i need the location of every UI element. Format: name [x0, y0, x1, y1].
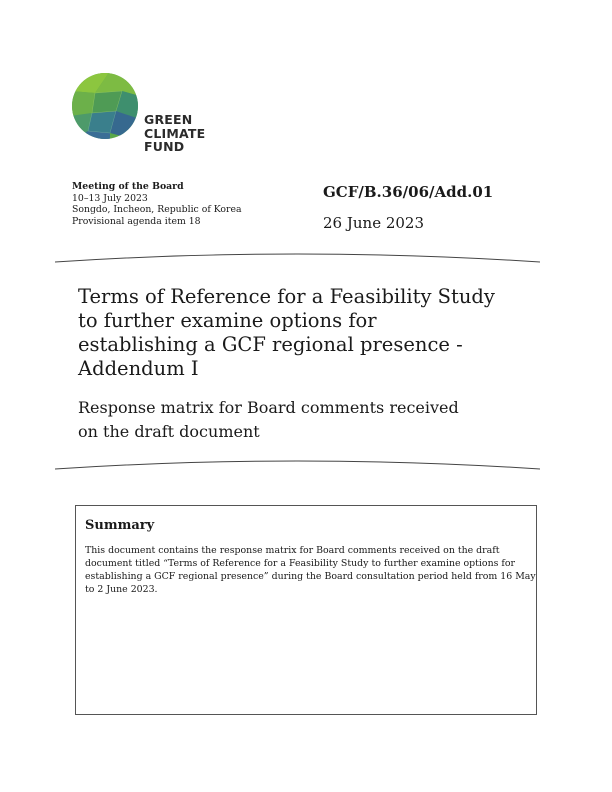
- meeting-label: Meeting of the Board: [72, 181, 184, 192]
- document-code: GCF/B.36/06/Add.01: [323, 183, 494, 201]
- summary-heading: Summary: [85, 518, 155, 533]
- logo-wordmark: [144, 113, 205, 154]
- meeting-location: Songdo, Incheon, Republic of Korea: [72, 204, 242, 215]
- document-date: 26 June 2023: [323, 214, 425, 232]
- summary-line: to 2 June 2023.: [85, 584, 158, 595]
- summary-body: [85, 544, 536, 596]
- logo-line-climate: CLIMATE: [144, 125, 206, 141]
- summary-line: This document contains the response matrix for Board comments received on the draft: [85, 545, 500, 556]
- summary-box: [75, 505, 537, 715]
- title-line: to further examine options for: [78, 309, 377, 332]
- document-subtitle: [78, 396, 518, 444]
- subtitle-line: on the draft document: [78, 422, 260, 441]
- meeting-info: [72, 181, 242, 227]
- meeting-agenda-item: Provisional agenda item 18: [72, 215, 201, 227]
- title-line: Addendum I: [78, 357, 199, 380]
- top-divider: [55, 250, 540, 264]
- title-line: establishing a GCF regional presence -: [78, 333, 463, 356]
- green-climate-fund-logo-icon: [70, 71, 140, 141]
- logo-line-fund: FUND: [144, 139, 185, 154]
- bottom-divider: [55, 457, 540, 471]
- summary-line: document titled “Terms of Reference for a Feasibility Study to further examine options for: [85, 558, 515, 569]
- document-title: [78, 285, 518, 381]
- meeting-dates: 10–13 July 2023: [72, 192, 148, 204]
- logo-line-green: GREEN: [144, 112, 193, 127]
- summary-line: establishing a GCF regional presence” during the Board consultation period held from 16 May: [85, 571, 536, 582]
- title-line: Terms of Reference for a Feasibility Study: [78, 285, 495, 308]
- subtitle-line: Response matrix for Board comments received: [78, 398, 459, 417]
